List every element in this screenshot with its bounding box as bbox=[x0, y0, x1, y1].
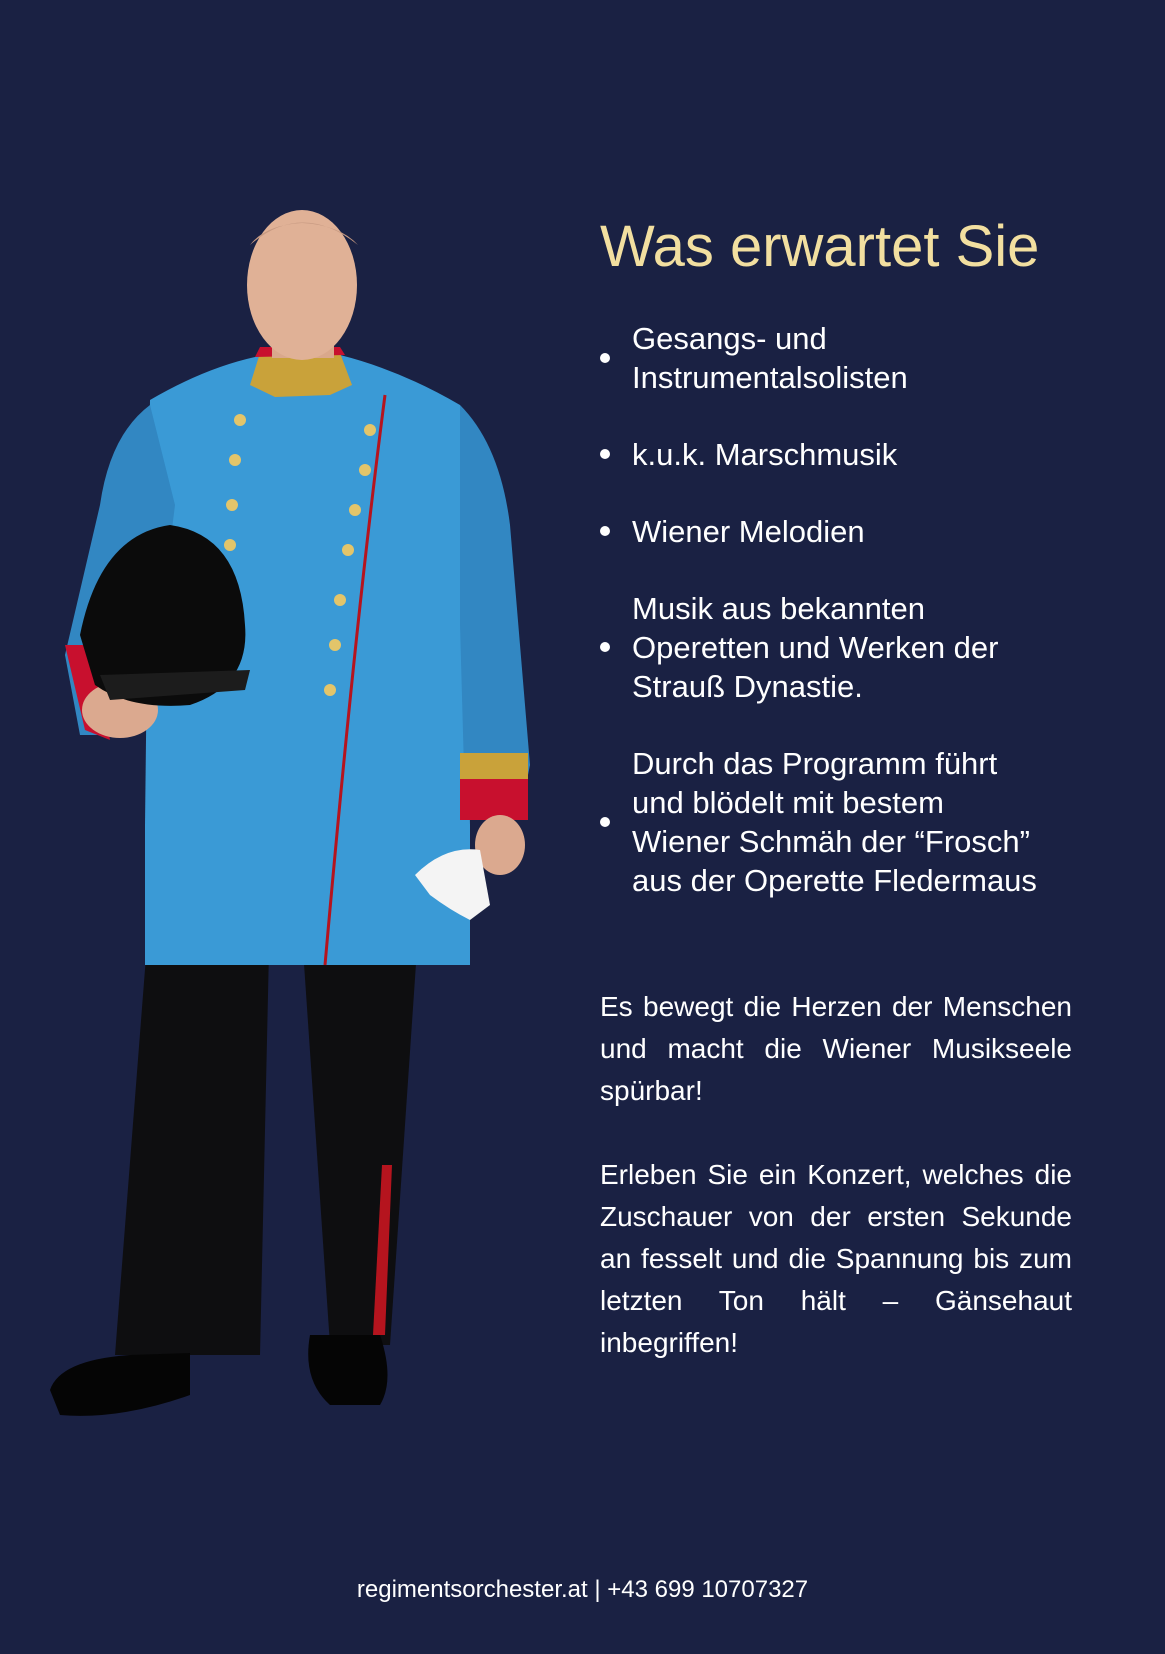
list-item-text: Wiener Melodien bbox=[632, 513, 865, 549]
uniformed-man-image bbox=[40, 205, 580, 1505]
list-item bbox=[600, 319, 1072, 397]
footer-contact: regimentsorchester.at | +43 699 10707327 bbox=[356, 1576, 809, 1603]
paragraph-herzen: Es bewegt die Herzen der Menschen und macht die Wiener Musikseele spürbar! bbox=[600, 990, 1072, 1106]
list-item-text: k.u.k. Marschmusik bbox=[632, 436, 898, 472]
list-item bbox=[600, 589, 1072, 706]
bullet-icon bbox=[600, 642, 610, 652]
bullet-icon bbox=[600, 817, 610, 827]
list-item-text: Gesangs- und Instrumentalsolisten bbox=[632, 320, 908, 395]
list-item-text: Musik aus bekannten Operetten und Werken der Strauß Dynastie. bbox=[632, 590, 999, 704]
list-item bbox=[600, 435, 1072, 474]
bullet-icon bbox=[600, 353, 610, 363]
bullet-icon bbox=[600, 449, 610, 459]
text-column bbox=[600, 215, 1072, 1364]
list-item bbox=[600, 744, 1072, 900]
paragraph-konzert: Erleben Sie ein Konzert, welches die Zuschauer von der ersten Sekunde an fesselt und die Spannung bis zum letzten Ton hält – Gänsehaut inbegriffen! bbox=[600, 1158, 1072, 1358]
list-item-text: Durch das Programm führt und blödelt mit bestem Wiener Schmäh der “Frosch” aus der Operette Fledermaus bbox=[632, 745, 1037, 898]
page-title: Was erwartet Sie bbox=[600, 214, 1040, 279]
bullet-list bbox=[600, 319, 1072, 900]
list-item bbox=[600, 512, 1072, 551]
bullet-icon bbox=[600, 526, 610, 536]
